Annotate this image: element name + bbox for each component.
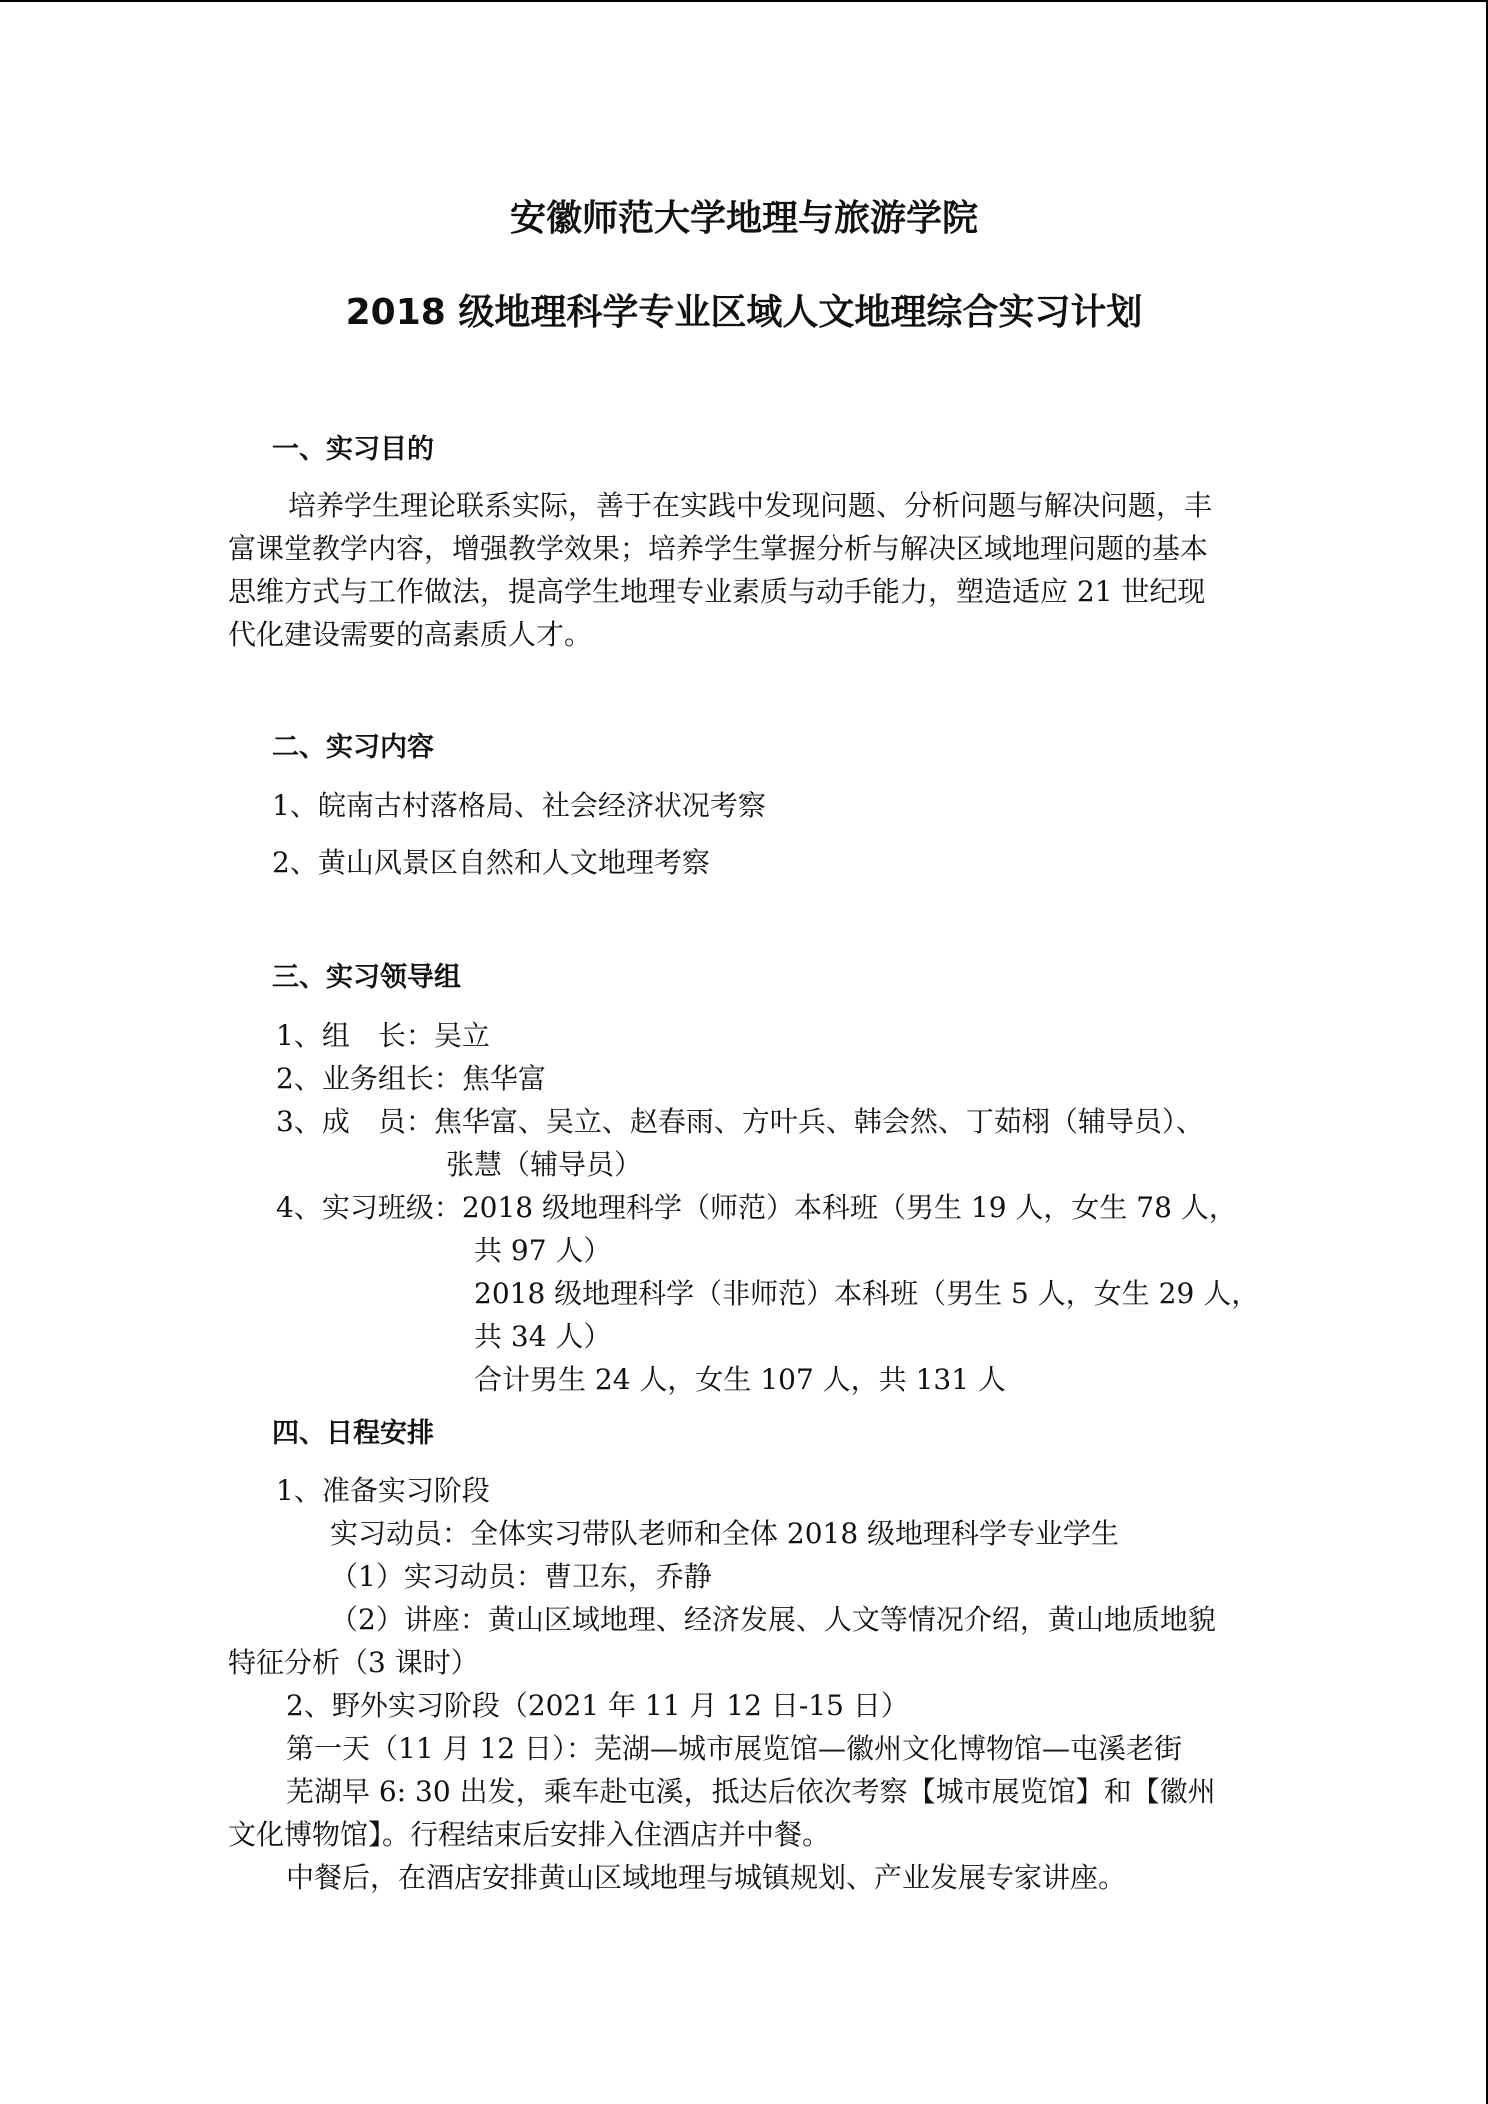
schedule-line: 文化博物馆】。行程结束后安排入住酒店并中餐。 xyxy=(228,1818,831,1851)
list-item: 2、黄山风景区自然和人文地理考察 xyxy=(272,846,710,879)
class-total-line: 合计男生 24 人，女生 107 人，共 131 人 xyxy=(474,1363,1006,1396)
section-heading-content: 二、实习内容 xyxy=(272,732,434,763)
schedule-line: 2、野外实习阶段（2021 年 11 月 12 日-15 日） xyxy=(286,1689,909,1722)
section-heading-purpose: 一、实习目的 xyxy=(272,434,434,465)
class-line-cont: 2018 级地理科学（非师范）本科班（男生 5 人，女生 29 人， xyxy=(474,1277,1260,1310)
paragraph-line: 代化建设需要的高素质人才。 xyxy=(228,618,593,651)
page-subtitle: 2018 级地理科学专业区域人文地理综合实习计划 xyxy=(345,292,1143,333)
paragraph-line: 培养学生理论联系实际，善于在实践中发现问题、分析问题与解决问题，丰 xyxy=(288,489,1213,522)
business-leader-line: 2、业务组长：焦华富 xyxy=(276,1062,546,1095)
schedule-line: 中餐后，在酒店安排黄山区域地理与城镇规划、产业发展专家讲座。 xyxy=(286,1861,1127,1894)
schedule-line: 实习动员：全体实习带队老师和全体 2018 级地理科学专业学生 xyxy=(330,1517,1120,1550)
list-item: 1、皖南古村落格局、社会经济状况考察 xyxy=(272,789,766,822)
members-line-cont: 张慧（辅导员） xyxy=(446,1148,643,1181)
section-heading-schedule: 四、日程安排 xyxy=(272,1418,434,1449)
paragraph-line: 思维方式与工作做法，提高学生地理专业素质与动手能力，塑造适应 21 世纪现 xyxy=(228,575,1206,608)
schedule-line: （1）实习动员：曹卫东，乔静 xyxy=(330,1560,712,1593)
class-line: 4、实习班级：2018 级地理科学（师范）本科班（男生 19 人，女生 78 人， xyxy=(276,1191,1237,1224)
leader-line: 1、组 长：吴立 xyxy=(276,1019,490,1052)
paragraph-line: 富课堂教学内容，增强教学效果；培养学生掌握分析与解决区域地理问题的基本 xyxy=(228,532,1209,565)
schedule-line: 特征分析（3 课时） xyxy=(228,1646,479,1679)
schedule-line: 芜湖早 6: 30 出发，乘车赴屯溪，抵达后依次考察【城市展览馆】和【徽州 xyxy=(286,1775,1216,1808)
members-line: 3、成 员：焦华富、吴立、赵春雨、方叶兵、韩会然、丁茹栩（辅导员）、 xyxy=(276,1105,1204,1138)
schedule-line: 第一天（11 月 12 日）：芜湖—城市展览馆—徽州文化博物馆—屯溪老街 xyxy=(286,1732,1182,1765)
page-title: 安徽师范大学地理与旅游学院 xyxy=(509,198,978,239)
schedule-line: 1、准备实习阶段 xyxy=(276,1474,490,1507)
schedule-line: （2）讲座：黄山区域地理、经济发展、人文等情况介绍，黄山地质地貌 xyxy=(330,1603,1216,1636)
class-line-cont: 共 34 人） xyxy=(474,1320,612,1353)
section-heading-leadership: 三、实习领导组 xyxy=(272,962,461,993)
class-line-cont: 共 97 人） xyxy=(474,1234,612,1267)
